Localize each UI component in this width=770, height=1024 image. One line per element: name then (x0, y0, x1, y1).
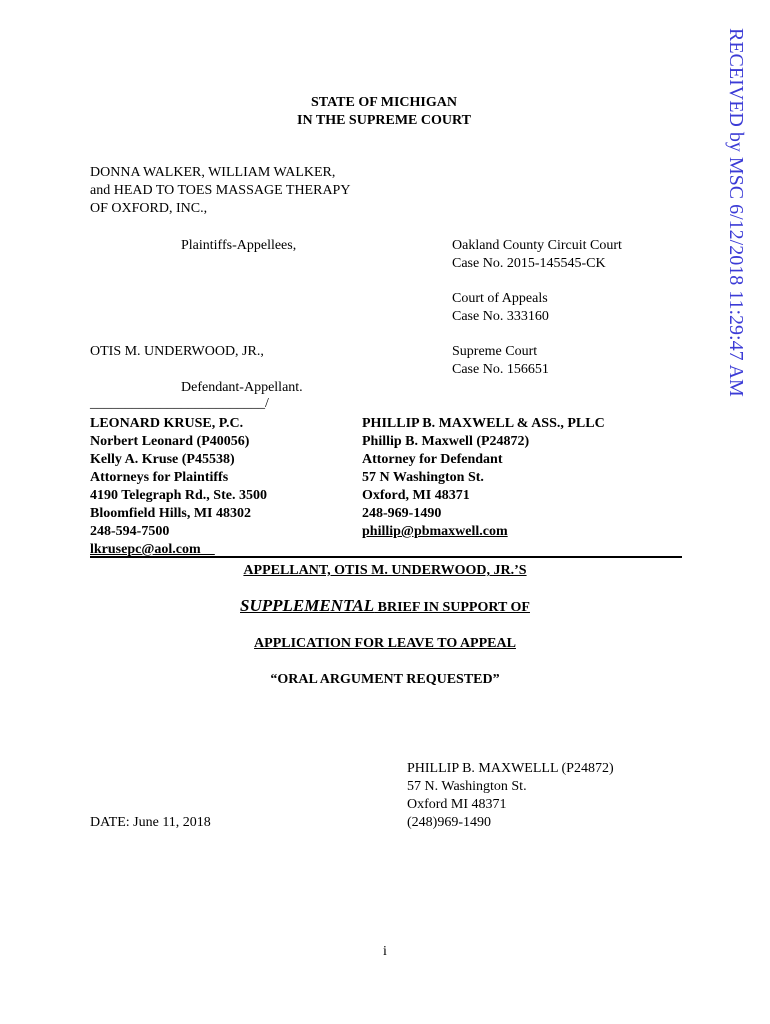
brief-title-line1: APPELLANT, OTIS M. UNDERWOOD, JR.’S (243, 563, 527, 578)
received-stamp: RECEIVED by MSC 6/12/2018 11:29:47 AM (725, 28, 747, 397)
counsel-line: 57 N Washington St. (362, 470, 484, 485)
plaintiffs-names (90, 164, 350, 218)
plaintiffs-line: OF OXFORD, INC., (90, 201, 208, 216)
case-block-appeals (452, 290, 549, 326)
defendant-email-link[interactable]: phillip@pbmaxwell.com (362, 524, 508, 539)
plaintiffs-line: and HEAD TO TOES MASSAGE THERAPY (90, 183, 351, 198)
defendant-role: Defendant-Appellant. (181, 380, 303, 395)
case-number: Case No. 333160 (452, 309, 549, 324)
filing-date: DATE: June 11, 2018 (90, 815, 211, 830)
plaintiffs-email-link[interactable]: lkrusepc@aol.com (90, 542, 201, 557)
counsel-line: 248-594-7500 (90, 524, 170, 539)
signature-line: 57 N. Washington St. (407, 779, 527, 794)
counsel-firm: LEONARD KRUSE, P.C. (90, 416, 244, 431)
case-block-supreme (452, 343, 549, 379)
brief-title-line2-rest: BRIEF IN SUPPORT OF (374, 600, 530, 615)
defendant-name: OTIS M. UNDERWOOD, JR., (90, 344, 264, 359)
signature-line: PHILLIP B. MAXWELLL (P24872) (407, 761, 614, 776)
email-underline-pad: __ (200, 542, 215, 557)
counsel-line: Norbert Leonard (P40056) (90, 434, 250, 449)
case-number: Case No. 156651 (452, 362, 549, 377)
case-number: Case No. 2015-145545-CK (452, 256, 606, 271)
case-court: Oakland County Circuit Court (452, 238, 622, 253)
supplemental-emphasis: SUPPLEMENTAL (240, 596, 375, 615)
counsel-line: 4190 Telegraph Rd., Ste. 3500 (90, 488, 267, 503)
counsel-divider (90, 556, 682, 558)
counsel-line: Phillip B. Maxwell (P24872) (362, 434, 530, 449)
court-state: STATE OF MICHIGAN (311, 95, 457, 110)
brief-title-line2 (160, 597, 610, 617)
caption-separator: _________________________/ (90, 396, 269, 411)
case-block-circuit (452, 237, 622, 273)
case-court: Court of Appeals (452, 291, 548, 306)
court-name: IN THE SUPREME COURT (297, 113, 471, 128)
counsel-line: Attorney for Defendant (362, 452, 503, 467)
counsel-line: Bloomfield Hills, MI 48302 (90, 506, 251, 521)
counsel-defendant (362, 415, 605, 541)
signature-line: (248)969-1490 (407, 815, 491, 830)
page-number: i (383, 944, 387, 959)
counsel-firm: PHILLIP B. MAXWELL & ASS., PLLC (362, 416, 605, 431)
counsel-line: Oxford, MI 48371 (362, 488, 470, 503)
oral-argument-request: “ORAL ARGUMENT REQUESTED” (270, 672, 500, 687)
signature-block (407, 760, 614, 832)
counsel-line: 248-969-1490 (362, 506, 442, 521)
counsel-line: Attorneys for Plaintiffs (90, 470, 229, 485)
counsel-plaintiffs (90, 415, 267, 559)
court-heading (234, 94, 534, 130)
signature-line: Oxford MI 48371 (407, 797, 507, 812)
plaintiffs-line: DONNA WALKER, WILLIAM WALKER, (90, 165, 336, 180)
case-court: Supreme Court (452, 344, 538, 359)
brief-title-line3: APPLICATION FOR LEAVE TO APPEAL (254, 636, 516, 651)
counsel-line: Kelly A. Kruse (P45538) (90, 452, 235, 467)
plaintiffs-role: Plaintiffs-Appellees, (181, 238, 297, 253)
